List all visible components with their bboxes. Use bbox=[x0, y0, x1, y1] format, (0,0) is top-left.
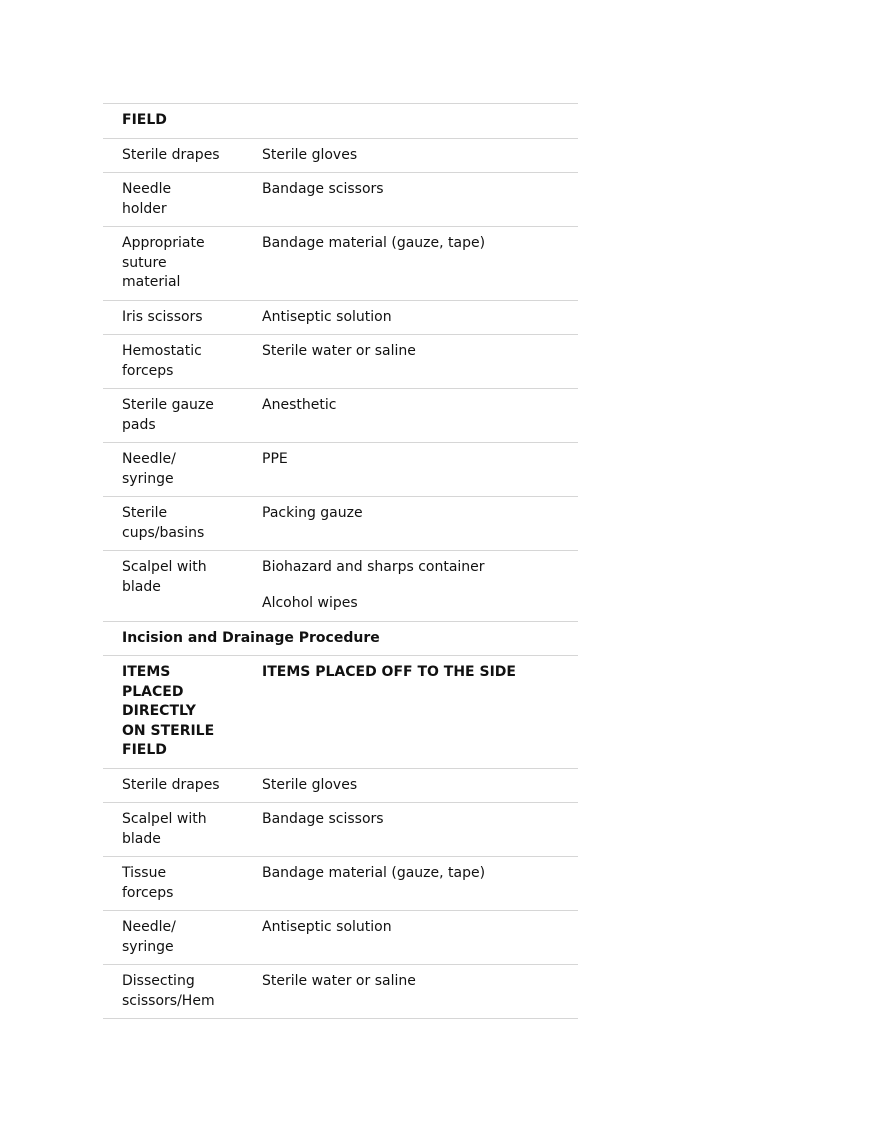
cell-text: Bandage scissors bbox=[262, 181, 384, 197]
table-row bbox=[103, 300, 578, 335]
table-row bbox=[103, 443, 578, 497]
cell-text: Bandage material (gauze, tape) bbox=[262, 235, 486, 251]
table-row bbox=[103, 803, 578, 857]
cell-left: Scalpel with blade bbox=[103, 803, 243, 857]
cell-left: Appropriate suture material bbox=[103, 227, 243, 301]
cell-left: Sterile drapes bbox=[103, 768, 243, 803]
cell-left: FIELD bbox=[103, 104, 578, 139]
cell-left: Incision and Drainage Procedure bbox=[103, 621, 578, 656]
cell-left: ITEMS PLACED DIRECTLY ON STERILE FIELD bbox=[103, 656, 243, 769]
cell-right bbox=[243, 656, 578, 769]
cell-right bbox=[243, 768, 578, 803]
cell-text: ITEMS PLACED OFF TO THE SIDE bbox=[262, 664, 516, 680]
cell-text: Alcohol wipes bbox=[262, 595, 358, 611]
cell-text: Packing gauze bbox=[262, 505, 363, 521]
cell-text: Sterile water or saline bbox=[262, 973, 416, 989]
cell-right bbox=[243, 335, 578, 389]
cell-right bbox=[243, 965, 578, 1019]
cell-left: Sterile gauze pads bbox=[103, 389, 243, 443]
cell-text: PPE bbox=[262, 451, 288, 467]
cell-right bbox=[243, 857, 578, 911]
cell-left: Scalpel with blade bbox=[103, 551, 243, 622]
table-row bbox=[103, 911, 578, 965]
table-row bbox=[103, 768, 578, 803]
cell-right bbox=[243, 138, 578, 173]
cell-text: Sterile gloves bbox=[262, 776, 358, 793]
cell-right bbox=[243, 497, 578, 551]
cell-right bbox=[243, 911, 578, 965]
supplies-table bbox=[103, 103, 578, 1019]
table-row bbox=[103, 965, 578, 1019]
cell-right bbox=[243, 803, 578, 857]
cell-text: Bandage material (gauze, tape) bbox=[262, 865, 486, 881]
cell-right bbox=[243, 389, 578, 443]
cell-right bbox=[243, 173, 578, 227]
cell-text: Sterile gloves bbox=[262, 146, 358, 163]
cell-left: Needle holder bbox=[103, 173, 243, 227]
cell-left: Sterile drapes bbox=[103, 138, 243, 173]
table-row bbox=[103, 389, 578, 443]
cell-text: Anesthetic bbox=[262, 397, 337, 413]
cell-text: Antiseptic solution bbox=[262, 919, 392, 935]
cell-text: Bandage scissors bbox=[262, 811, 384, 827]
cell-right bbox=[243, 300, 578, 335]
table-row bbox=[103, 173, 578, 227]
table-row bbox=[103, 857, 578, 911]
cell-right bbox=[243, 227, 578, 301]
table-row bbox=[103, 497, 578, 551]
cell-left: Tissue forceps bbox=[103, 857, 243, 911]
table-row bbox=[103, 335, 578, 389]
cell-right bbox=[243, 551, 578, 622]
header-row bbox=[103, 104, 578, 139]
table-row bbox=[103, 551, 578, 622]
cell-text: Biohazard and sharps container bbox=[262, 559, 485, 575]
cell-left: Hemostatic forceps bbox=[103, 335, 243, 389]
cell-text: Sterile water or saline bbox=[262, 343, 416, 359]
cell-right bbox=[243, 443, 578, 497]
section-title-row bbox=[103, 621, 578, 656]
cell-text: Antiseptic solution bbox=[262, 308, 392, 325]
cell-left: Needle/ syringe bbox=[103, 443, 243, 497]
cell-left: Sterile cups/basins bbox=[103, 497, 243, 551]
cell-left: Iris scissors bbox=[103, 300, 243, 335]
cell-left: Needle/ syringe bbox=[103, 911, 243, 965]
column-header-row bbox=[103, 656, 578, 769]
table-row bbox=[103, 138, 578, 173]
table-row bbox=[103, 227, 578, 301]
cell-left: Dissecting scissors/Hem bbox=[103, 965, 243, 1019]
